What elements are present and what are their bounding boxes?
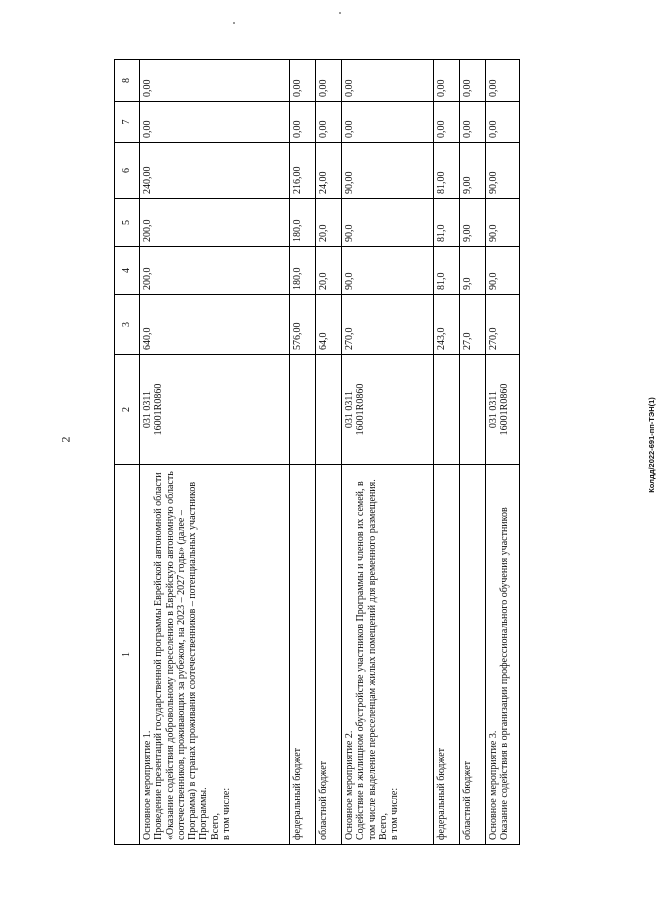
table-row bbox=[460, 60, 486, 845]
amount-cell: 0,00 bbox=[290, 102, 316, 143]
scan-speck bbox=[339, 12, 341, 14]
measure-name: областной бюджет bbox=[462, 760, 473, 840]
amount-cell: 270,0 bbox=[342, 295, 434, 355]
measure-name: Основное мероприятие 1. Проведение презентаций государственной программы Еврейской автономной области «Оказание содействия добровольному переселению в Еврейскую автономную область соотечественников, проживающих за рубежом, на 2023 – 2027 годы» (далее – Программа) в странах проживания соотечественников – потенциальных участников Программы. Всего, в том числе: bbox=[142, 471, 233, 840]
measure-name-cell bbox=[434, 465, 460, 845]
measure-name-cell bbox=[290, 465, 316, 845]
amount-cell: 216,00 bbox=[290, 143, 316, 199]
amount-cell: 0,00 bbox=[342, 102, 434, 143]
measure-name-cell bbox=[342, 465, 434, 845]
measure-name: областной бюджет bbox=[318, 760, 329, 840]
budget-code: 031 0311 16001R0860 bbox=[142, 383, 165, 436]
table-row bbox=[486, 60, 520, 845]
measure-name-cell bbox=[316, 465, 342, 845]
header-cell: 8 bbox=[115, 60, 140, 102]
amount-cell: 0,00 bbox=[316, 60, 342, 102]
amount-cell: 0,00 bbox=[140, 102, 290, 143]
header-row bbox=[115, 60, 140, 845]
amount-cell: 200,0 bbox=[140, 247, 290, 295]
amount-cell: 0,00 bbox=[342, 60, 434, 102]
amount-cell: 243,0 bbox=[434, 295, 460, 355]
amount-cell: 90,00 bbox=[486, 143, 520, 199]
amount-cell: 200,0 bbox=[140, 199, 290, 247]
amount-cell: 180,0 bbox=[290, 247, 316, 295]
budget-code: 031 0311 16001R0860 bbox=[344, 383, 367, 436]
amount-cell: 576,00 bbox=[290, 295, 316, 355]
header-cell: 6 bbox=[115, 143, 140, 199]
amount-cell: 9,00 bbox=[460, 143, 486, 199]
budget-code-cell bbox=[290, 355, 316, 465]
budget-code-cell bbox=[140, 355, 290, 465]
amount-cell: 20,0 bbox=[316, 247, 342, 295]
amount-cell: 0,00 bbox=[486, 60, 520, 102]
amount-cell: 0,00 bbox=[290, 60, 316, 102]
budget-code-cell bbox=[486, 355, 520, 465]
amount-cell: 0,00 bbox=[486, 102, 520, 143]
amount-cell: 24,00 bbox=[316, 143, 342, 199]
measure-name: Основное мероприятие 2. Содействие в жилищном обустройстве участников Программы и членов их семей, в том числе выделение переселенцам жилых помещений для временного размещения. Всего, в том числе: bbox=[344, 479, 401, 840]
amount-cell: 0,00 bbox=[316, 102, 342, 143]
header-cell: 3 bbox=[115, 295, 140, 355]
budget-code-cell bbox=[460, 355, 486, 465]
table-row bbox=[140, 60, 290, 845]
amount-cell: 64,0 bbox=[316, 295, 342, 355]
measure-name-cell bbox=[486, 465, 520, 845]
amount-cell: 270,0 bbox=[486, 295, 520, 355]
amount-cell: 180,0 bbox=[290, 199, 316, 247]
amount-cell: 0,00 bbox=[434, 102, 460, 143]
measure-name-cell bbox=[140, 465, 290, 845]
budget-code-cell bbox=[434, 355, 460, 465]
amount-cell: 90,0 bbox=[486, 199, 520, 247]
amount-cell: 90,0 bbox=[342, 247, 434, 295]
amount-cell: 240,00 bbox=[140, 143, 290, 199]
budget-code-cell bbox=[342, 355, 434, 465]
amount-cell: 81,0 bbox=[434, 247, 460, 295]
budget-table bbox=[114, 59, 520, 845]
amount-cell: 9,0 bbox=[460, 247, 486, 295]
amount-cell: 0,00 bbox=[434, 60, 460, 102]
measure-name: Основное мероприятие 3. Оказание содействия в организации профессионального обучения участников bbox=[488, 507, 511, 840]
amount-cell: 81,0 bbox=[434, 199, 460, 247]
measure-name: федеральный бюджет bbox=[292, 747, 303, 840]
measure-name-cell bbox=[460, 465, 486, 845]
amount-cell: 9,00 bbox=[460, 199, 486, 247]
document-code: Колдд/2022-691-пп-ТЭН(1) bbox=[647, 397, 656, 493]
table-row bbox=[290, 60, 316, 845]
header-cell: 5 bbox=[115, 199, 140, 247]
measure-name: федеральный бюджет bbox=[436, 747, 447, 840]
budget-code-cell bbox=[316, 355, 342, 465]
amount-cell: 640,0 bbox=[140, 295, 290, 355]
header-cell: 7 bbox=[115, 102, 140, 143]
amount-cell: 90,0 bbox=[342, 199, 434, 247]
amount-cell: 0,00 bbox=[460, 60, 486, 102]
table-row bbox=[316, 60, 342, 845]
amount-cell: 20,0 bbox=[316, 199, 342, 247]
table-wrapper bbox=[114, 60, 511, 845]
page-number: 2 bbox=[58, 436, 73, 443]
table-row bbox=[434, 60, 460, 845]
amount-cell: 81,00 bbox=[434, 143, 460, 199]
table-body bbox=[140, 60, 520, 845]
scan-speck bbox=[233, 22, 235, 24]
rotated-table-area bbox=[114, 60, 511, 845]
table-row bbox=[342, 60, 434, 845]
header-cell: 1 bbox=[115, 465, 140, 845]
amount-cell: 0,00 bbox=[460, 102, 486, 143]
amount-cell: 90,00 bbox=[342, 143, 434, 199]
amount-cell: 27,0 bbox=[460, 295, 486, 355]
amount-cell: 0,00 bbox=[140, 60, 290, 102]
header-cell: 2 bbox=[115, 355, 140, 465]
amount-cell: 90,0 bbox=[486, 247, 520, 295]
header-cell: 4 bbox=[115, 247, 140, 295]
budget-code: 031 0311 16001R0860 bbox=[488, 383, 511, 436]
